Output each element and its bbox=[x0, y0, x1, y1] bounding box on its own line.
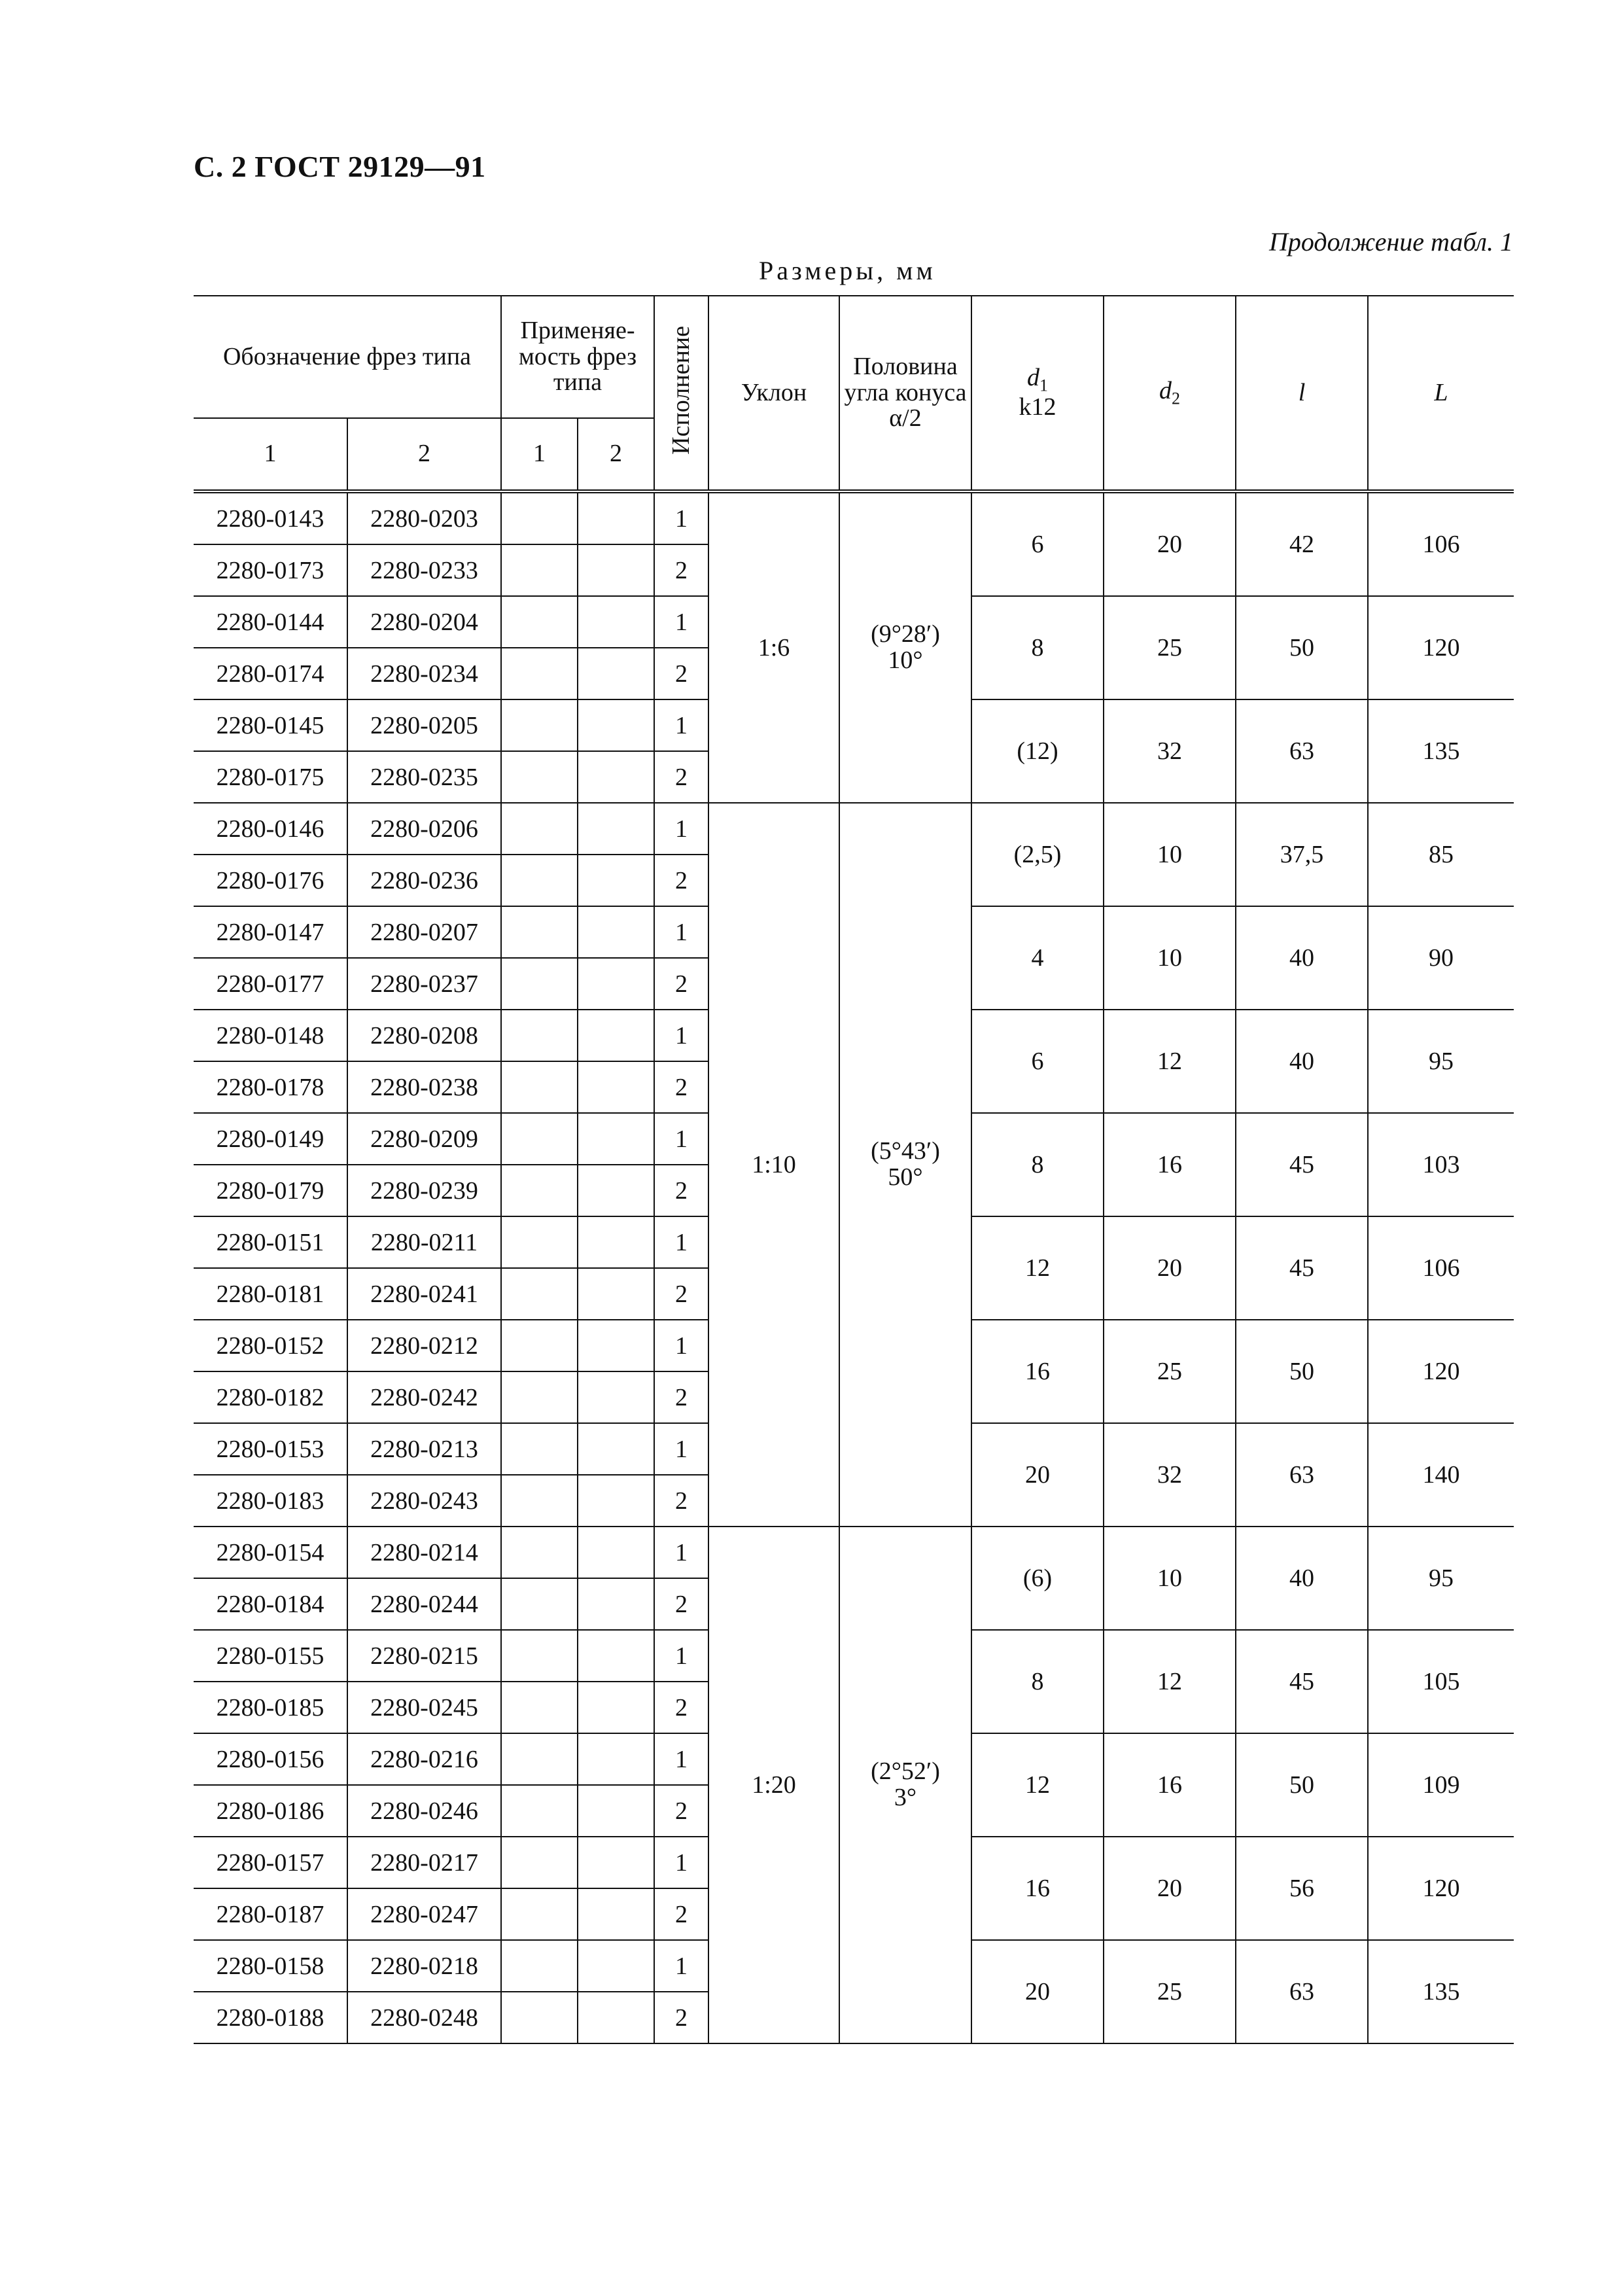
version-cell: 1 bbox=[654, 1940, 708, 1992]
applicability-type2-cell bbox=[578, 1061, 654, 1113]
version-cell: 1 bbox=[654, 1113, 708, 1165]
version-cell: 2 bbox=[654, 958, 708, 1010]
type2-designation-cell: 2280-0215 bbox=[347, 1630, 501, 1682]
type1-designation-cell: 2280-0147 bbox=[194, 906, 347, 958]
l-value-cell: 56 bbox=[1236, 1837, 1368, 1940]
d2-value-cell: 32 bbox=[1104, 1423, 1236, 1527]
version-header-text: Исполнение bbox=[667, 325, 695, 455]
type1-designation-cell: 2280-0158 bbox=[194, 1940, 347, 1992]
type2-designation-cell: 2280-0242 bbox=[347, 1371, 501, 1423]
type1-designation-cell: 2280-0187 bbox=[194, 1888, 347, 1940]
d2-value-cell: 25 bbox=[1104, 1320, 1236, 1423]
type2-designation-cell: 2280-0207 bbox=[347, 906, 501, 958]
type2-designation-cell: 2280-0236 bbox=[347, 855, 501, 906]
applicability-type1-cell bbox=[501, 1475, 578, 1527]
angle-minutes: (5°43′) bbox=[871, 1137, 940, 1165]
type2-designation-cell: 2280-0235 bbox=[347, 751, 501, 803]
type2-designation-cell: 2280-0244 bbox=[347, 1578, 501, 1630]
type2-designation-cell: 2280-0206 bbox=[347, 803, 501, 855]
type1-designation-cell: 2280-0181 bbox=[194, 1268, 347, 1320]
type2-designation-cell: 2280-0233 bbox=[347, 544, 501, 596]
applicability-type1-cell bbox=[501, 1630, 578, 1682]
d2-value-cell: 20 bbox=[1104, 1837, 1236, 1940]
type2-designation-cell: 2280-0247 bbox=[347, 1888, 501, 1940]
type2-designation-cell: 2280-0238 bbox=[347, 1061, 501, 1113]
version-cell: 1 bbox=[654, 1010, 708, 1061]
applicability-type2-cell bbox=[578, 596, 654, 648]
l-value-cell: 45 bbox=[1236, 1630, 1368, 1733]
d2-value-cell: 16 bbox=[1104, 1733, 1236, 1837]
d2-value-cell: 16 bbox=[1104, 1113, 1236, 1216]
type1-designation-cell: 2280-0155 bbox=[194, 1630, 347, 1682]
L-value-cell: 105 bbox=[1368, 1630, 1514, 1733]
type1-designation-cell: 2280-0146 bbox=[194, 803, 347, 855]
applicability-type1-cell bbox=[501, 1578, 578, 1630]
d1-value-cell: 8 bbox=[971, 596, 1104, 699]
type1-designation-cell: 2280-0152 bbox=[194, 1320, 347, 1371]
applicability-type1-cell bbox=[501, 1371, 578, 1423]
applicability-type1-cell bbox=[501, 1733, 578, 1785]
applicability-type2-cell bbox=[578, 1010, 654, 1061]
d1-value-cell: 12 bbox=[971, 1216, 1104, 1320]
table-body bbox=[194, 491, 1514, 2043]
applicability-type2-cell bbox=[578, 803, 654, 855]
applicability-type1-cell bbox=[501, 1061, 578, 1113]
d1-value-cell: 12 bbox=[971, 1733, 1104, 1837]
d1-value-cell: 20 bbox=[971, 1423, 1104, 1527]
applicability-type1-cell bbox=[501, 1527, 578, 1578]
d2-value-cell: 12 bbox=[1104, 1010, 1236, 1113]
slope-header: Уклон bbox=[708, 296, 839, 491]
angle-degrees: 50° bbox=[888, 1163, 923, 1191]
type1-designation-cell: 2280-0145 bbox=[194, 699, 347, 751]
d1-header bbox=[971, 296, 1104, 491]
L-value-cell: 109 bbox=[1368, 1733, 1514, 1837]
applicability-type1-cell bbox=[501, 906, 578, 958]
applicability-type2-cell bbox=[578, 1992, 654, 2043]
d2-letter: d bbox=[1159, 377, 1172, 405]
l-value-cell: 63 bbox=[1236, 699, 1368, 803]
type2-designation-cell: 2280-0234 bbox=[347, 648, 501, 699]
table-row bbox=[194, 1527, 1514, 1578]
type2-designation-cell: 2280-0205 bbox=[347, 699, 501, 751]
type1-designation-cell: 2280-0157 bbox=[194, 1837, 347, 1888]
type1-designation-cell: 2280-0173 bbox=[194, 544, 347, 596]
d1-subscript: 1 bbox=[1039, 376, 1048, 395]
type2-designation-cell: 2280-0239 bbox=[347, 1165, 501, 1216]
l-value-cell: 50 bbox=[1236, 1733, 1368, 1837]
cutter-dimensions-table bbox=[194, 295, 1514, 2044]
table-row bbox=[194, 491, 1514, 544]
angle-degrees: 10° bbox=[888, 646, 923, 674]
type2-designation-cell: 2280-0214 bbox=[347, 1527, 501, 1578]
d2-value-cell: 10 bbox=[1104, 1527, 1236, 1630]
version-cell: 1 bbox=[654, 1630, 708, 1682]
version-cell: 1 bbox=[654, 1733, 708, 1785]
applicability-type2-cell bbox=[578, 1682, 654, 1733]
version-cell: 2 bbox=[654, 1682, 708, 1733]
d2-header bbox=[1104, 296, 1236, 491]
applicability-type2-cell bbox=[578, 1630, 654, 1682]
applicability-type1-cell bbox=[501, 855, 578, 906]
L-value-cell: 120 bbox=[1368, 1320, 1514, 1423]
type2-designation-cell: 2280-0208 bbox=[347, 1010, 501, 1061]
type1-designation-cell: 2280-0186 bbox=[194, 1785, 347, 1837]
applicability-type2-cell bbox=[578, 1423, 654, 1475]
d2-value-cell: 32 bbox=[1104, 699, 1236, 803]
applicability-type1-cell bbox=[501, 1165, 578, 1216]
L-value-cell: 85 bbox=[1368, 803, 1514, 906]
type2-designation-cell: 2280-0212 bbox=[347, 1320, 501, 1371]
version-cell: 1 bbox=[654, 906, 708, 958]
slope-cell: 1:20 bbox=[708, 1527, 839, 2043]
version-cell: 2 bbox=[654, 1165, 708, 1216]
type1-designation-cell: 2280-0148 bbox=[194, 1010, 347, 1061]
applicability-type2-cell bbox=[578, 648, 654, 699]
applicability-type1-cell bbox=[501, 1888, 578, 1940]
half-angle-cell bbox=[839, 1527, 971, 2043]
L-value-cell: 95 bbox=[1368, 1010, 1514, 1113]
d1-value-cell: (2,5) bbox=[971, 803, 1104, 906]
page-header: С. 2 ГОСТ 29129—91 bbox=[194, 150, 486, 183]
applicability-type1-cell bbox=[501, 751, 578, 803]
d1-value-cell: 20 bbox=[971, 1940, 1104, 2043]
half-angle-cell bbox=[839, 491, 971, 803]
angle-minutes: (9°28′) bbox=[871, 620, 940, 648]
designation-header: Обозначение фрез типа bbox=[194, 296, 501, 418]
d1-tolerance: k12 bbox=[1019, 393, 1056, 421]
applicability-type2-cell bbox=[578, 1733, 654, 1785]
applicability-type1-cell bbox=[501, 1010, 578, 1061]
type1-designation-cell: 2280-0151 bbox=[194, 1216, 347, 1268]
type2-designation-cell: 2280-0204 bbox=[347, 596, 501, 648]
d1-letter: d bbox=[1027, 364, 1039, 392]
type2-designation-cell: 2280-0213 bbox=[347, 1423, 501, 1475]
type1-designation-cell: 2280-0178 bbox=[194, 1061, 347, 1113]
version-cell: 1 bbox=[654, 1423, 708, 1475]
L-value-cell: 120 bbox=[1368, 596, 1514, 699]
applicability-type1-cell bbox=[501, 1992, 578, 2043]
type1-designation-cell: 2280-0175 bbox=[194, 751, 347, 803]
type2-designation-cell: 2280-0217 bbox=[347, 1837, 501, 1888]
half-angle-cell bbox=[839, 803, 971, 1527]
type2-designation-cell: 2280-0209 bbox=[347, 1113, 501, 1165]
slope-cell: 1:6 bbox=[708, 491, 839, 803]
version-cell: 1 bbox=[654, 1837, 708, 1888]
version-header bbox=[654, 296, 708, 491]
applicability-type2-cell bbox=[578, 1940, 654, 1992]
applicability-type1-cell bbox=[501, 1423, 578, 1475]
d2-subscript: 2 bbox=[1172, 389, 1180, 408]
type2-designation-cell: 2280-0211 bbox=[347, 1216, 501, 1268]
version-cell: 1 bbox=[654, 1527, 708, 1578]
type1-designation-cell: 2280-0143 bbox=[194, 491, 347, 544]
table-continuation-label: Продолжение табл. 1 bbox=[1268, 227, 1513, 256]
applicability-type1-cell bbox=[501, 1940, 578, 1992]
type2-designation-cell: 2280-0243 bbox=[347, 1475, 501, 1527]
l-value-cell: 42 bbox=[1236, 491, 1368, 596]
applicability-type2-cell bbox=[578, 1268, 654, 1320]
applicability-type2-cell bbox=[578, 1165, 654, 1216]
L-value-cell: 103 bbox=[1368, 1113, 1514, 1216]
applicability-type1-cell bbox=[501, 1785, 578, 1837]
version-cell: 2 bbox=[654, 1578, 708, 1630]
type1-designation-cell: 2280-0184 bbox=[194, 1578, 347, 1630]
type1-designation-cell: 2280-0183 bbox=[194, 1475, 347, 1527]
l-value-cell: 40 bbox=[1236, 1010, 1368, 1113]
L-value-cell: 135 bbox=[1368, 1940, 1514, 2043]
applicability-type1-cell bbox=[501, 544, 578, 596]
version-cell: 1 bbox=[654, 1216, 708, 1268]
units-label: Размеры, мм bbox=[759, 256, 936, 285]
designation-subheader-2: 2 bbox=[347, 418, 501, 491]
applicability-type2-cell bbox=[578, 491, 654, 544]
version-cell: 2 bbox=[654, 1888, 708, 1940]
l-value-cell: 63 bbox=[1236, 1423, 1368, 1527]
d1-value-cell: (12) bbox=[971, 699, 1104, 803]
applicability-type2-cell bbox=[578, 1527, 654, 1578]
version-cell: 2 bbox=[654, 1475, 708, 1527]
designation-subheader-1: 1 bbox=[194, 418, 347, 491]
applicability-type2-cell bbox=[578, 855, 654, 906]
l-value-cell: 50 bbox=[1236, 1320, 1368, 1423]
applicability-type2-cell bbox=[578, 751, 654, 803]
applicability-type1-cell bbox=[501, 1113, 578, 1165]
version-cell: 2 bbox=[654, 1371, 708, 1423]
l-value-cell: 40 bbox=[1236, 1527, 1368, 1630]
applicability-type1-cell bbox=[501, 1682, 578, 1733]
applicability-type2-cell bbox=[578, 1837, 654, 1888]
d1-value-cell: 6 bbox=[971, 491, 1104, 596]
applicability-type1-cell bbox=[501, 596, 578, 648]
version-cell: 2 bbox=[654, 751, 708, 803]
angle-degrees: 3° bbox=[894, 1784, 917, 1811]
type2-designation-cell: 2280-0241 bbox=[347, 1268, 501, 1320]
applicability-type1-cell bbox=[501, 699, 578, 751]
type2-designation-cell: 2280-0248 bbox=[347, 1992, 501, 2043]
version-cell: 1 bbox=[654, 1320, 708, 1371]
applicability-type1-cell bbox=[501, 803, 578, 855]
L-value-cell: 106 bbox=[1368, 491, 1514, 596]
table-row bbox=[194, 803, 1514, 855]
applicability-subheader-1: 1 bbox=[501, 418, 578, 491]
type1-designation-cell: 2280-0177 bbox=[194, 958, 347, 1010]
applicability-type1-cell bbox=[501, 1320, 578, 1371]
applicability-type2-cell bbox=[578, 699, 654, 751]
type1-designation-cell: 2280-0154 bbox=[194, 1527, 347, 1578]
version-cell: 2 bbox=[654, 544, 708, 596]
version-cell: 2 bbox=[654, 1992, 708, 2043]
type2-designation-cell: 2280-0218 bbox=[347, 1940, 501, 1992]
type2-designation-cell: 2280-0203 bbox=[347, 491, 501, 544]
d1-value-cell: 4 bbox=[971, 906, 1104, 1010]
applicability-type2-cell bbox=[578, 958, 654, 1010]
type1-designation-cell: 2280-0156 bbox=[194, 1733, 347, 1785]
applicability-type2-cell bbox=[578, 1578, 654, 1630]
applicability-type1-cell bbox=[501, 491, 578, 544]
applicability-type2-cell bbox=[578, 544, 654, 596]
type1-designation-cell: 2280-0182 bbox=[194, 1371, 347, 1423]
applicability-type1-cell bbox=[501, 1837, 578, 1888]
type2-designation-cell: 2280-0237 bbox=[347, 958, 501, 1010]
d2-value-cell: 25 bbox=[1104, 596, 1236, 699]
version-cell: 1 bbox=[654, 491, 708, 544]
l-header: l bbox=[1236, 296, 1368, 491]
d1-value-cell: (6) bbox=[971, 1527, 1104, 1630]
d2-value-cell: 10 bbox=[1104, 803, 1236, 906]
type1-designation-cell: 2280-0149 bbox=[194, 1113, 347, 1165]
d1-value-cell: 8 bbox=[971, 1630, 1104, 1733]
l-value-cell: 37,5 bbox=[1236, 803, 1368, 906]
type1-designation-cell: 2280-0144 bbox=[194, 596, 347, 648]
applicability-type2-cell bbox=[578, 1320, 654, 1371]
applicability-header-text: Применяе-мость фрез типа bbox=[518, 316, 637, 397]
applicability-type2-cell bbox=[578, 1113, 654, 1165]
d2-value-cell: 25 bbox=[1104, 1940, 1236, 2043]
slope-cell: 1:10 bbox=[708, 803, 839, 1527]
version-cell: 1 bbox=[654, 596, 708, 648]
l-value-cell: 45 bbox=[1236, 1113, 1368, 1216]
applicability-type2-cell bbox=[578, 906, 654, 958]
type1-designation-cell: 2280-0176 bbox=[194, 855, 347, 906]
type1-designation-cell: 2280-0188 bbox=[194, 1992, 347, 2043]
type1-designation-cell: 2280-0179 bbox=[194, 1165, 347, 1216]
type1-designation-cell: 2280-0153 bbox=[194, 1423, 347, 1475]
l-value-cell: 40 bbox=[1236, 906, 1368, 1010]
applicability-type2-cell bbox=[578, 1888, 654, 1940]
type2-designation-cell: 2280-0245 bbox=[347, 1682, 501, 1733]
d1-value-cell: 6 bbox=[971, 1010, 1104, 1113]
L-value-cell: 95 bbox=[1368, 1527, 1514, 1630]
version-cell: 2 bbox=[654, 1268, 708, 1320]
version-cell: 2 bbox=[654, 1785, 708, 1837]
d2-value-cell: 10 bbox=[1104, 906, 1236, 1010]
type1-designation-cell: 2280-0185 bbox=[194, 1682, 347, 1733]
type2-designation-cell: 2280-0216 bbox=[347, 1733, 501, 1785]
L-value-cell: 106 bbox=[1368, 1216, 1514, 1320]
d2-value-cell: 20 bbox=[1104, 1216, 1236, 1320]
applicability-type1-cell bbox=[501, 648, 578, 699]
applicability-type2-cell bbox=[578, 1785, 654, 1837]
d2-value-cell: 12 bbox=[1104, 1630, 1236, 1733]
applicability-type1-cell bbox=[501, 958, 578, 1010]
applicability-type1-cell bbox=[501, 1268, 578, 1320]
d2-value-cell: 20 bbox=[1104, 491, 1236, 596]
applicability-type2-cell bbox=[578, 1371, 654, 1423]
version-cell: 2 bbox=[654, 1061, 708, 1113]
applicability-type2-cell bbox=[578, 1216, 654, 1268]
l-value-cell: 50 bbox=[1236, 596, 1368, 699]
applicability-subheader-2: 2 bbox=[578, 418, 654, 491]
L-value-cell: 135 bbox=[1368, 699, 1514, 803]
type1-designation-cell: 2280-0174 bbox=[194, 648, 347, 699]
applicability-type1-cell bbox=[501, 1216, 578, 1268]
version-cell: 2 bbox=[654, 855, 708, 906]
L-header: L bbox=[1368, 296, 1514, 491]
d1-value-cell: 16 bbox=[971, 1320, 1104, 1423]
d1-value-cell: 8 bbox=[971, 1113, 1104, 1216]
half-angle-header: Половина угла конуса α/2 bbox=[839, 296, 971, 491]
L-value-cell: 90 bbox=[1368, 906, 1514, 1010]
version-cell: 2 bbox=[654, 648, 708, 699]
d1-value-cell: 16 bbox=[971, 1837, 1104, 1940]
type2-designation-cell: 2280-0246 bbox=[347, 1785, 501, 1837]
applicability-header bbox=[501, 296, 654, 418]
version-cell: 1 bbox=[654, 803, 708, 855]
applicability-type2-cell bbox=[578, 1475, 654, 1527]
version-cell: 1 bbox=[654, 699, 708, 751]
l-value-cell: 63 bbox=[1236, 1940, 1368, 2043]
L-value-cell: 140 bbox=[1368, 1423, 1514, 1527]
angle-minutes: (2°52′) bbox=[871, 1757, 940, 1786]
L-value-cell: 120 bbox=[1368, 1837, 1514, 1940]
l-value-cell: 45 bbox=[1236, 1216, 1368, 1320]
